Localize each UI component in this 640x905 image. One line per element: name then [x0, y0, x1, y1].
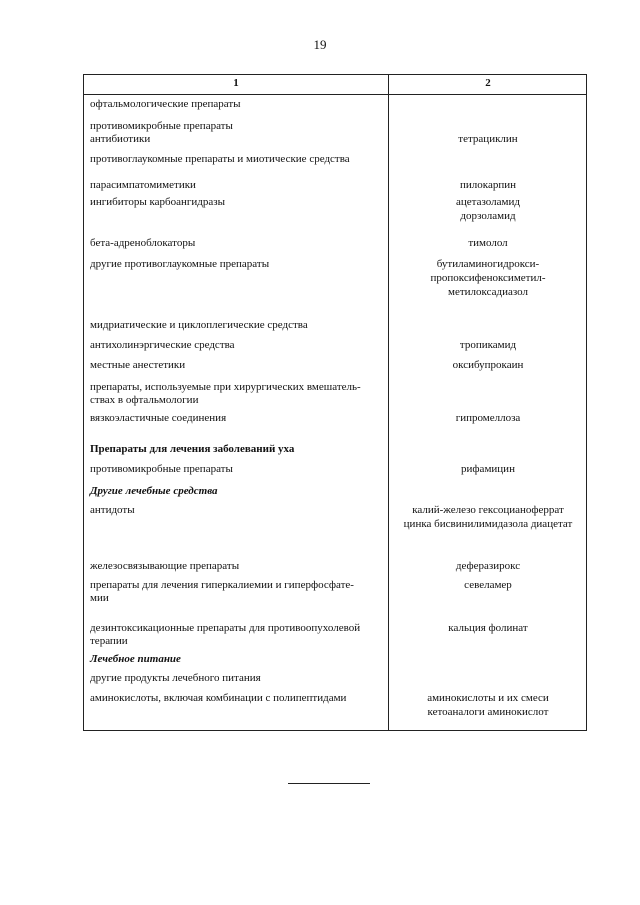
table-row-label: бета-адреноблокаторы — [90, 237, 196, 249]
drug-name: пропоксифеноксиметил- — [430, 272, 546, 284]
table-header-row — [84, 75, 586, 95]
table-row-label: антихолинэргические средства — [90, 339, 235, 351]
table-row-label: противомикробные препараты — [90, 120, 233, 132]
table-row-label: другие противоглаукомные препараты — [90, 258, 270, 270]
table-row-label: антидоты — [90, 504, 135, 516]
table-row-label: вязкоэластичные соединения — [90, 412, 227, 424]
table-row-label: противомикробные препараты — [90, 463, 233, 475]
section-heading: Лечебное питание — [90, 653, 181, 665]
drug-name: кальция фолинат — [448, 622, 528, 634]
table-row-label: аминокислоты, включая комбинации с полипептидами — [90, 692, 347, 704]
table-row-label: препараты для лечения гиперкалиемии и гиперфосфате- — [90, 579, 354, 591]
drug-name: тропикамид — [459, 339, 517, 351]
table-row-label: препараты, используемые при хирургических вмешатель- — [90, 381, 361, 393]
drug-name: тимолол — [468, 237, 508, 249]
drug-name: оксибупрокаин — [452, 359, 524, 371]
table-row-label: мидриатические и циклоплегические средства — [90, 319, 308, 331]
section-heading: Препараты для лечения заболеваний уха — [90, 443, 295, 455]
table-row-label: терапии — [90, 635, 128, 647]
drug-name: цинка бисвинилимидазола диацетат — [403, 518, 573, 530]
column-header-1: 1 — [233, 77, 239, 89]
table-row-label: железосвязывающие препараты — [90, 560, 240, 572]
column-divider — [388, 75, 389, 730]
drug-name: тетрациклин — [458, 133, 518, 145]
drug-name: севеламер — [464, 579, 512, 591]
drug-name: пилокарпин — [460, 179, 516, 191]
drug-name: гипромеллоза — [455, 412, 521, 424]
drug-name: аминокислоты и их смеси — [427, 692, 549, 704]
column-header-2: 2 — [485, 77, 491, 89]
drug-name: кетоаналоги аминокислот — [427, 706, 549, 718]
drug-name: бутиламиногидрокси- — [436, 258, 540, 270]
table-row-label: противоглаукомные препараты и миотические средства — [90, 153, 350, 165]
drug-table — [83, 74, 587, 731]
drug-name: ацетазоламид — [456, 196, 520, 208]
table-row-label: парасимпатомиметики — [90, 179, 196, 191]
table-row-label: местные анестетики — [90, 359, 186, 371]
table-row-label: ствах в офтальмологии — [90, 394, 199, 406]
table-row-label: другие продукты лечебного питания — [90, 672, 261, 684]
drug-name: рифамицин — [461, 463, 515, 475]
table-row-label: дезинтоксикационные препараты для противоопухолевой — [90, 622, 361, 634]
drug-name: деферазирокс — [455, 560, 521, 572]
table-row-label: офтальмологические препараты — [90, 98, 241, 110]
table-row-label: мии — [90, 592, 109, 604]
table-row-label: ингибиторы карбоангидразы — [90, 196, 225, 208]
drug-name: калий-железо гексоцианоферрат — [412, 504, 564, 516]
table-row-label: антибиотики — [90, 133, 151, 145]
drug-name: дорзоламид — [460, 210, 516, 222]
page-number: 19 — [313, 37, 327, 52]
section-heading: Другие лечебные средства — [90, 485, 218, 497]
drug-name: метилоксадиазол — [448, 286, 528, 298]
footer-rule — [288, 783, 370, 784]
